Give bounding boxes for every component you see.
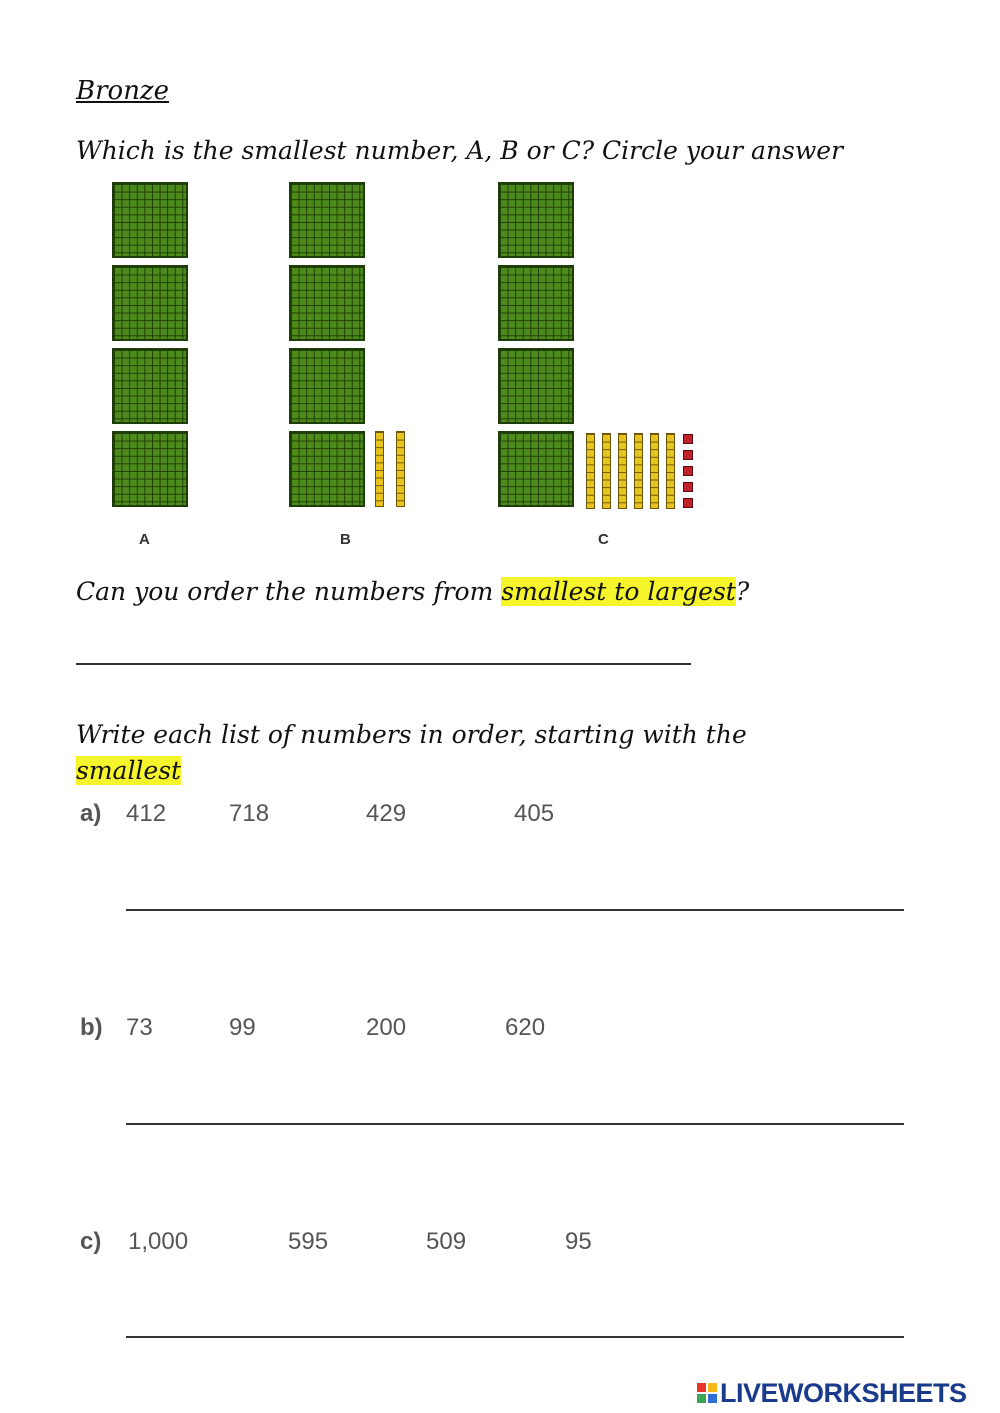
ten-rod (618, 433, 627, 509)
block-label-c: C (598, 531, 609, 548)
ten-rod (602, 433, 611, 509)
one-cube (683, 498, 693, 508)
logo-square (697, 1394, 706, 1403)
hundred-square (289, 182, 365, 258)
hundred-square (112, 348, 188, 424)
question-write-lists: Write each list of numbers in order, starting with the (76, 720, 747, 749)
question-order-prefix: Can you order the numbers from (76, 577, 502, 606)
list-label-a: a) (80, 800, 102, 827)
one-cube (683, 450, 693, 460)
ten-rod (634, 433, 643, 509)
liveworksheets-logo[interactable] (697, 1378, 967, 1408)
list-number: 1,000 (128, 1228, 189, 1255)
logo-square (708, 1394, 717, 1403)
list-number: 620 (505, 1014, 546, 1041)
list-number: 412 (126, 800, 167, 827)
list-number: 73 (126, 1014, 153, 1041)
highlight-smallest-to-largest: smallest to largest (501, 577, 736, 606)
highlight-smallest: smallest (76, 756, 182, 785)
question-smallest-block: Which is the smallest number, A, B or C? Circle your answer (76, 136, 844, 165)
logo-mark-icon (697, 1383, 717, 1403)
answer-line-c[interactable] (126, 1336, 904, 1338)
list-number: 405 (514, 800, 555, 827)
hundred-square (498, 431, 574, 507)
list-number: 99 (229, 1014, 256, 1041)
list-number: 429 (366, 800, 407, 827)
question-order-suffix: ? (735, 577, 750, 606)
list-number: 718 (229, 800, 270, 827)
worksheet-title: Bronze (76, 76, 170, 106)
logo-text: LIVEWORKSHEETS (720, 1377, 967, 1408)
logo-square (708, 1383, 717, 1392)
list-number: 595 (288, 1228, 329, 1255)
ten-rod (650, 433, 659, 509)
list-number: 509 (426, 1228, 467, 1255)
hundred-square (289, 348, 365, 424)
block-label-b: B (340, 531, 351, 548)
hundred-square (289, 265, 365, 341)
list-number: 200 (366, 1014, 407, 1041)
hundred-square (498, 182, 574, 258)
hundred-square (112, 182, 188, 258)
answer-line-order[interactable] (76, 663, 691, 665)
hundred-square (112, 265, 188, 341)
ten-rod (666, 433, 675, 509)
one-cube (683, 466, 693, 476)
hundred-square (498, 348, 574, 424)
answer-line-a[interactable] (126, 909, 904, 911)
list-label-c: c) (80, 1228, 102, 1255)
answer-line-b[interactable] (126, 1123, 904, 1125)
one-cube (683, 434, 693, 444)
list-number: 95 (565, 1228, 592, 1255)
ten-rod (375, 431, 384, 507)
question-order-blocks (76, 577, 749, 606)
logo-square (697, 1383, 706, 1392)
hundred-square (289, 431, 365, 507)
block-label-a: A (139, 531, 150, 548)
ten-rod (396, 431, 405, 507)
ten-rod (586, 433, 595, 509)
question-write-lists-line2 (76, 756, 181, 785)
hundred-square (498, 265, 574, 341)
hundred-square (112, 431, 188, 507)
list-label-b: b) (80, 1014, 103, 1041)
one-cube (683, 482, 693, 492)
